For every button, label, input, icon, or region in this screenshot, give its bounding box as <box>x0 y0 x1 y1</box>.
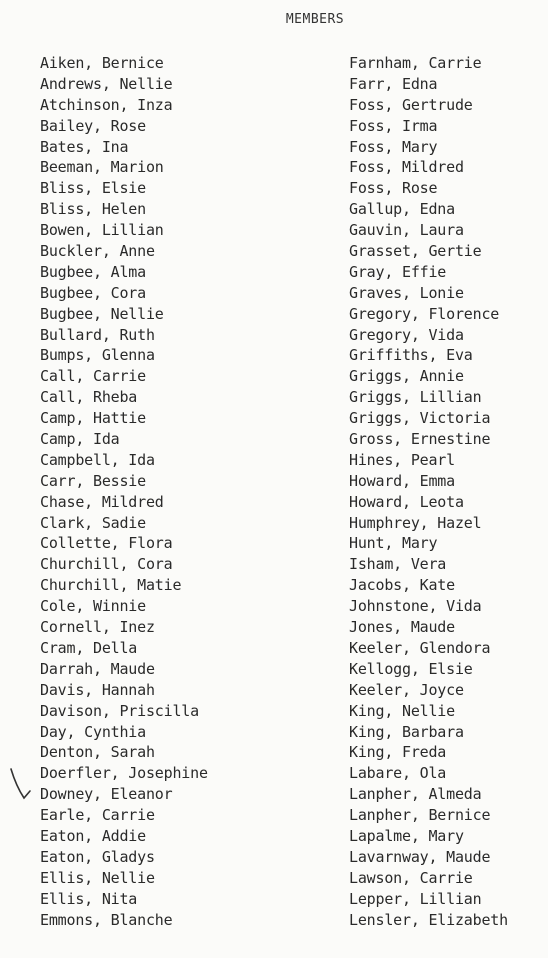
member-name: Eaton, Addie <box>40 826 146 845</box>
member-name: Cram, Della <box>40 638 138 657</box>
member-name: Bumps, Glenna <box>40 346 155 365</box>
member-name: Bailey, Rose <box>40 116 146 135</box>
member-name: Lawson, Carrie <box>349 868 473 887</box>
member-name: Churchill, Matie <box>40 576 182 595</box>
member-name: Camp, Ida <box>40 430 120 449</box>
member-name: Emmons, Blanche <box>40 910 173 929</box>
member-name: Farr, Edna <box>349 74 438 93</box>
member-name: Bliss, Elsie <box>40 179 146 198</box>
member-name: Kellogg, Elsie <box>349 659 473 678</box>
member-name: Lavarnway, Maude <box>349 847 491 866</box>
member-name: Bates, Ina <box>40 137 129 156</box>
member-name: Lanpher, Almeda <box>349 785 482 804</box>
member-name: Bugbee, Alma <box>40 262 146 281</box>
member-name: Gray, Effie <box>349 262 447 281</box>
member-name: Davison, Priscilla <box>40 701 199 720</box>
member-name: Griggs, Victoria <box>349 409 491 428</box>
member-name: Lanpher, Bernice <box>349 806 491 825</box>
right-name-column <box>349 53 508 930</box>
member-name: Lensler, Elizabeth <box>349 910 508 929</box>
member-name: Hines, Pearl <box>349 450 455 469</box>
member-name: Bugbee, Nellie <box>40 304 164 323</box>
member-name: Andrews, Nellie <box>40 74 173 93</box>
member-name: Earle, Carrie <box>40 806 155 825</box>
member-name: Buckler, Anne <box>40 242 155 261</box>
member-name: Bullard, Ruth <box>40 325 155 344</box>
member-name: Eaton, Gladys <box>40 847 155 866</box>
member-name: Foss, Gertrude <box>349 95 473 114</box>
member-name: Keeler, Glendora <box>349 638 491 657</box>
member-name: King, Nellie <box>349 701 455 720</box>
member-name: Bliss, Helen <box>40 200 146 219</box>
member-name: Beeman, Marion <box>40 158 164 177</box>
member-name: Griggs, Lillian <box>349 388 482 407</box>
member-name: Foss, Rose <box>349 179 438 198</box>
member-name: Griffiths, Eva <box>349 346 473 365</box>
member-name: Carr, Bessie <box>40 471 146 490</box>
member-name: Denton, Sarah <box>40 743 155 762</box>
member-name: Aiken, Bernice <box>40 54 164 72</box>
member-name: Doerfler, Josephine <box>40 764 208 783</box>
member-name: Grasset, Gertie <box>349 242 482 261</box>
member-name: Ellis, Nita <box>40 889 138 908</box>
member-name: Johnstone, Vida <box>349 597 482 616</box>
member-name: Isham, Vera <box>349 555 447 574</box>
member-name: Foss, Mildred <box>349 158 464 177</box>
member-name: Gallup, Edna <box>349 200 455 219</box>
member-name: Gregory, Florence <box>349 304 500 323</box>
member-name: Clark, Sadie <box>40 513 146 532</box>
member-name: Downey, Eleanor <box>40 785 173 804</box>
member-name: Keeler, Joyce <box>349 680 464 699</box>
left-name-column <box>40 53 208 930</box>
member-name: Lepper, Lillian <box>349 889 482 908</box>
member-name: Call, Rheba <box>40 388 138 407</box>
member-name: Call, Carrie <box>40 367 146 386</box>
member-name: Foss, Mary <box>349 137 438 156</box>
member-name: Griggs, Annie <box>349 367 464 386</box>
member-name: Campbell, Ida <box>40 450 155 469</box>
page-title: MEMBERS <box>285 12 345 27</box>
member-name: Gregory, Vida <box>349 325 464 344</box>
member-name: Cornell, Inez <box>40 618 155 637</box>
member-name: Bowen, Lillian <box>40 221 164 240</box>
member-name: Foss, Irma <box>349 116 438 135</box>
member-name: Cole, Winnie <box>40 597 146 616</box>
member-name: Gauvin, Laura <box>349 221 464 240</box>
member-name: Howard, Emma <box>349 471 455 490</box>
member-name: Lapalme, Mary <box>349 826 464 845</box>
member-name: Ellis, Nellie <box>40 868 155 887</box>
member-name: Davis, Hannah <box>40 680 155 699</box>
member-name: Camp, Hattie <box>40 409 146 428</box>
member-name: Howard, Leota <box>349 492 464 511</box>
member-name: Labare, Ola <box>349 764 447 783</box>
member-name: Collette, Flora <box>40 534 173 553</box>
member-name: Churchill, Cora <box>40 555 173 574</box>
member-name: Day, Cynthia <box>40 722 146 741</box>
member-name: King, Barbara <box>349 722 464 741</box>
member-name: King, Freda <box>349 743 447 762</box>
member-name: Humphrey, Hazel <box>349 513 482 532</box>
member-name: Gross, Ernestine <box>349 430 491 449</box>
member-name: Farnham, Carrie <box>349 54 482 72</box>
member-name: Jones, Maude <box>349 618 455 637</box>
member-name: Graves, Lonie <box>349 283 464 302</box>
member-name: Hunt, Mary <box>349 534 438 553</box>
member-name: Bugbee, Cora <box>40 283 146 302</box>
handwritten-check-mark-icon <box>8 767 32 801</box>
member-name: Jacobs, Kate <box>349 576 455 595</box>
member-name: Atchinson, Inza <box>40 95 173 114</box>
member-name: Darrah, Maude <box>40 659 155 678</box>
member-name: Chase, Mildred <box>40 492 164 511</box>
